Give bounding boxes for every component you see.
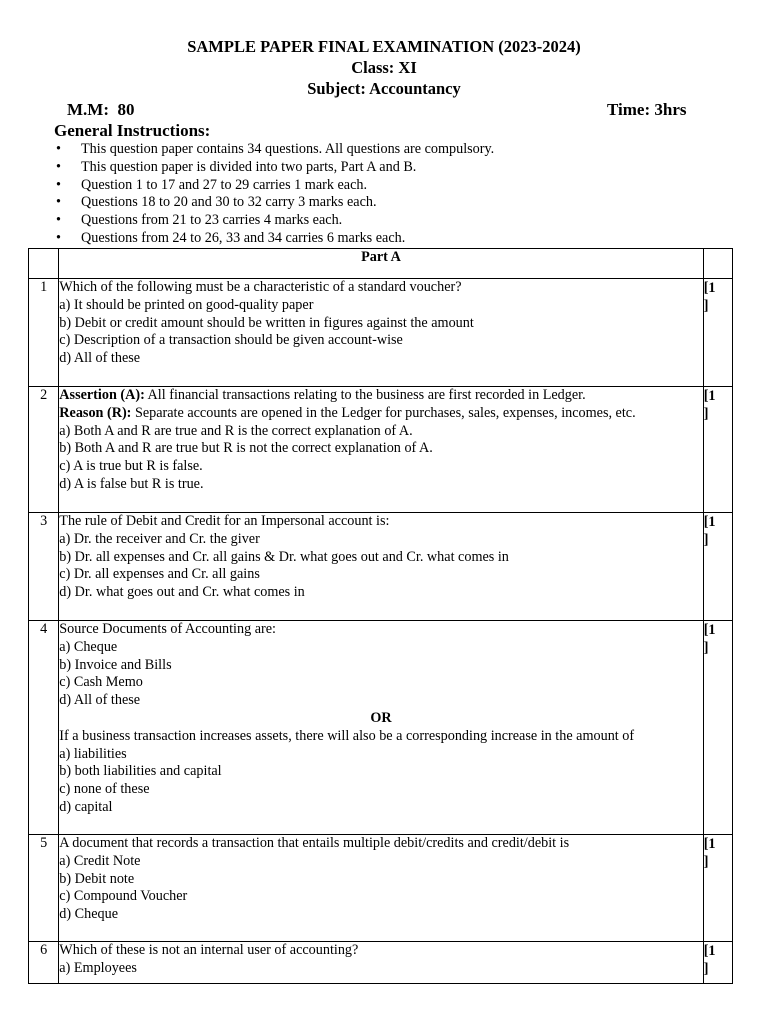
bullet-icon: • [56, 158, 61, 175]
question-marks: [1 ] [703, 621, 732, 835]
question-number: 3 [29, 513, 59, 621]
question-marks: [1 ] [703, 835, 732, 942]
option: b) Debit or credit amount should be written in figures against the amount [59, 314, 474, 331]
question-number: 1 [29, 279, 59, 387]
assertion-text: All financial transactions relating to the business are first recorded in Ledger. [144, 387, 586, 403]
instruction-item: • Questions from 24 to 26, 33 and 34 carries 6 marks each. [56, 229, 406, 246]
bullet-icon: • [56, 212, 61, 229]
option: b) both liabilities and capital [59, 763, 222, 780]
paper-header [0, 36, 768, 99]
question-text: Which of these is not an internal user of accounting? [59, 942, 359, 958]
question-body [59, 942, 703, 984]
option: c) Dr. all expenses and Cr. all gains [59, 566, 260, 583]
question-marks: [1 ] [703, 279, 732, 387]
option: b) Invoice and Bills [59, 656, 172, 673]
question-body [59, 621, 703, 835]
reason-line [59, 405, 702, 423]
question-number: 5 [29, 835, 59, 942]
question-text: A document that records a transaction that entails multiple debit/credits and credit/debit is [59, 835, 570, 851]
question-row [29, 279, 733, 387]
question-number: 6 [29, 942, 59, 984]
question-row [29, 835, 733, 942]
subject-label: Subject: Accountancy [307, 79, 461, 98]
option: a) Both A and R are true and R is the correct explanation of A. [59, 422, 413, 439]
assertion-line [59, 387, 702, 405]
instruction-item: • Questions from 21 to 23 carries 4 marks each. [56, 212, 343, 229]
option: b) Dr. all expenses and Cr. all gains & Dr. what goes out and Cr. what comes in [59, 548, 509, 565]
part-a-label: Part A [59, 249, 703, 279]
option: c) A is true but R is false. [59, 458, 203, 475]
option: b) Debit note [59, 870, 135, 887]
option: d) All of these [59, 692, 141, 709]
option: d) Dr. what goes out and Cr. what comes in [59, 584, 305, 601]
reason-label: Reason (R): [59, 404, 132, 421]
class-label: Class: XI [351, 58, 417, 77]
option: a) Credit Note [59, 852, 141, 869]
question-row [29, 513, 733, 621]
question-marks: [1 ] [703, 387, 732, 513]
option: a) Cheque [59, 638, 118, 655]
option: d) capital [59, 798, 113, 815]
bullet-icon: • [56, 229, 61, 246]
question-text: Which of the following must be a characteristic of a standard voucher? [59, 279, 462, 295]
instruction-item: • This question paper contains 34 questions. All questions are compulsory. [56, 141, 495, 157]
question-number: 2 [29, 387, 59, 513]
question-text: Source Documents of Accounting are: [59, 621, 276, 637]
option: c) Cash Memo [59, 674, 143, 691]
question-body [59, 513, 703, 621]
or-divider: OR [370, 709, 392, 726]
bullet-icon: • [56, 176, 61, 193]
max-marks: M.M: 80 [67, 100, 135, 119]
question-row [29, 387, 733, 513]
paper-title: SAMPLE PAPER FINAL EXAMINATION (2023-2024) [187, 37, 581, 56]
option: c) Compound Voucher [59, 888, 188, 905]
question-text: If a business transaction increases assets, there will also be a corresponding increase in the amount of [59, 727, 635, 744]
question-number: 4 [29, 621, 59, 835]
instruction-item: • Question 1 to 17 and 27 to 29 carries 1 mark each. [56, 176, 368, 193]
question-body [59, 279, 703, 387]
option: c) Description of a transaction should be given account-wise [59, 332, 403, 349]
option: d) All of these [59, 350, 141, 367]
instructions-heading: General Instructions: [54, 121, 211, 140]
option: a) It should be printed on good-quality paper [59, 296, 314, 313]
question-text: The rule of Debit and Credit for an Impersonal account is: [59, 513, 390, 529]
question-row [29, 942, 733, 984]
instruction-item: • This question paper is divided into two parts, Part A and B. [56, 158, 417, 175]
option: a) Employees [59, 959, 137, 976]
instructions-list [56, 141, 494, 248]
option: d) Cheque [59, 906, 119, 923]
option: d) A is false but R is true. [59, 475, 204, 492]
option: a) liabilities [59, 745, 127, 762]
question-marks: [1 ] [703, 942, 732, 984]
reason-text: Separate accounts are opened in the Ledger for purchases, sales, expenses, incomes, etc. [131, 404, 636, 421]
option: c) none of these [59, 781, 150, 798]
question-marks: [1 ] [703, 513, 732, 621]
option: b) Both A and R are true but R is not the correct explanation of A. [59, 440, 433, 457]
question-row [29, 621, 733, 835]
bullet-icon: • [56, 141, 61, 157]
part-a-row [29, 249, 733, 279]
assertion-label: Assertion (A): [59, 387, 145, 403]
time-allowed: Time: 3hrs [607, 100, 687, 119]
question-body [59, 387, 703, 513]
question-body [59, 835, 703, 942]
instruction-item: • Questions 18 to 20 and 30 to 32 carry 3 marks each. [56, 194, 377, 211]
bullet-icon: • [56, 194, 61, 211]
option: a) Dr. the receiver and Cr. the giver [59, 530, 260, 547]
question-table [28, 248, 733, 984]
